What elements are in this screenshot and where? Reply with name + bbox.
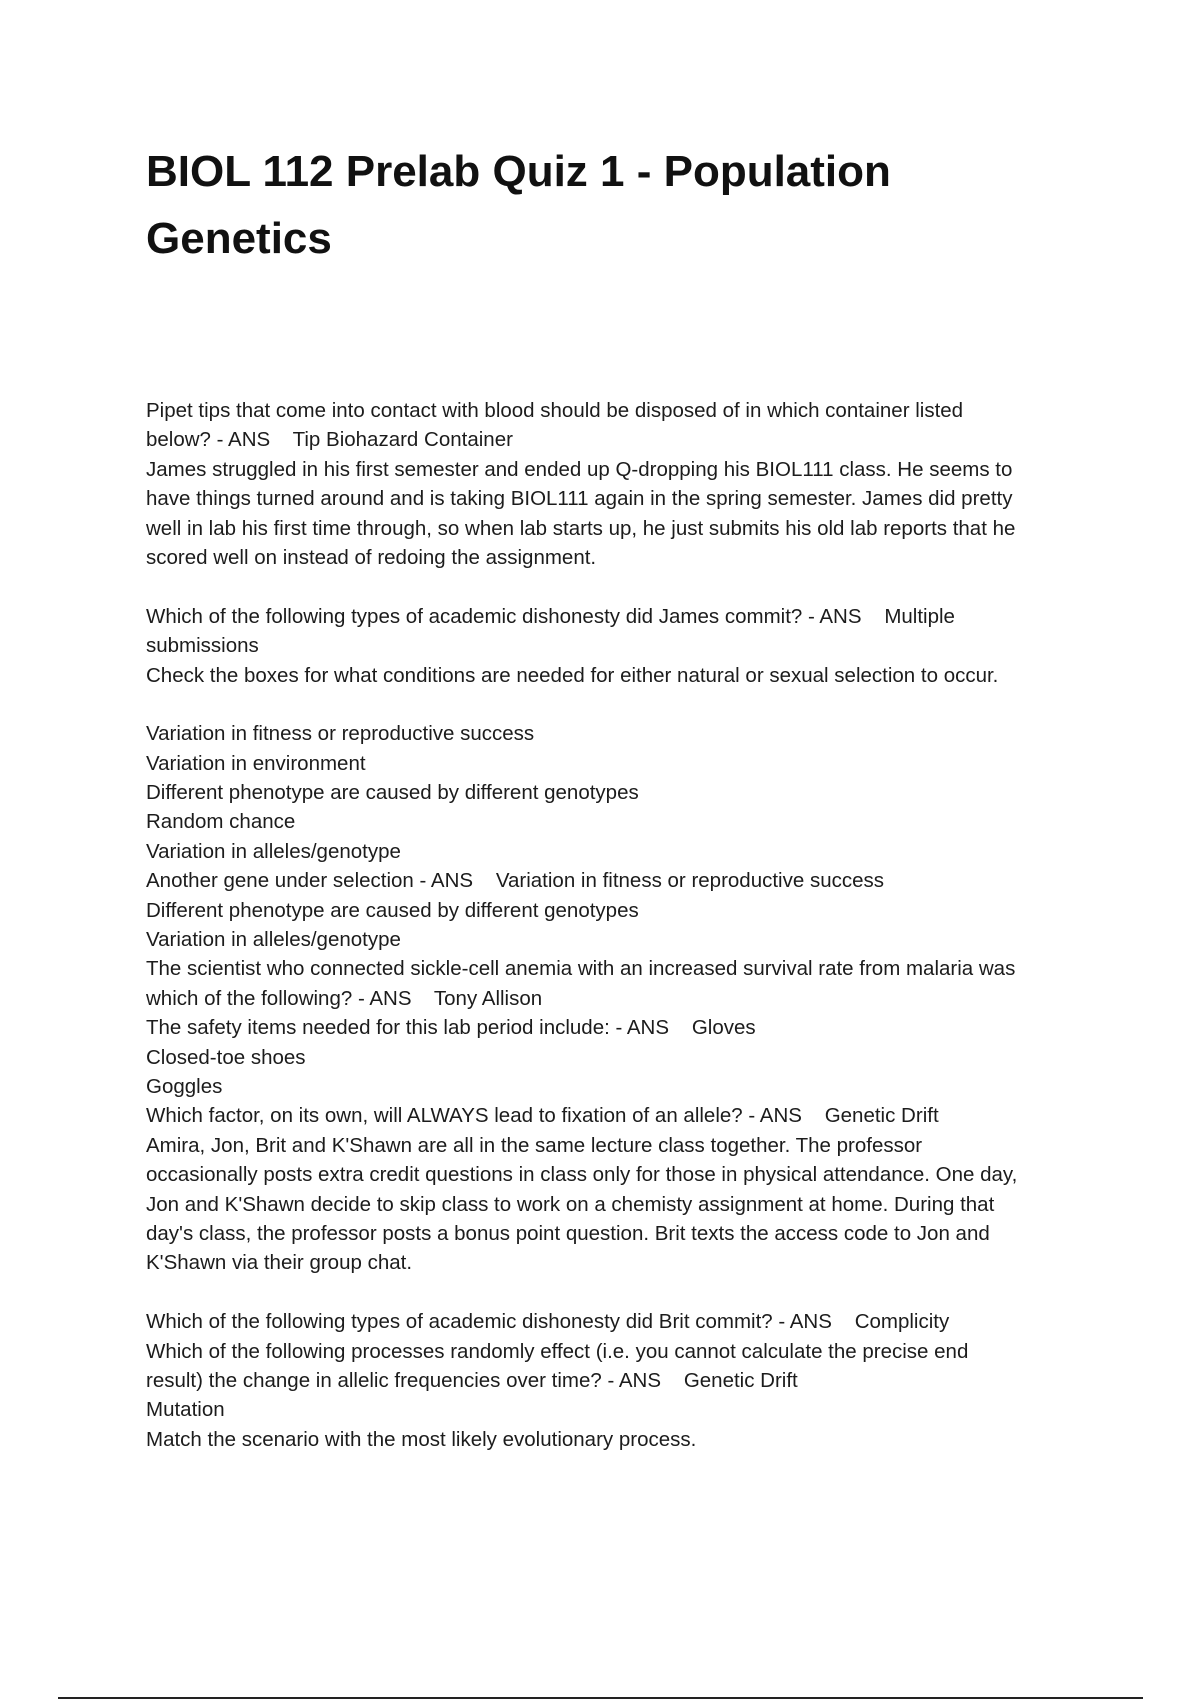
document-title-line-2: Genetics	[146, 214, 332, 263]
body-line: Check the boxes for what conditions are needed for either natural or sexual selection to occur.	[146, 663, 999, 687]
body-line: The scientist who connected sickle-cell anemia with an increased survival rate from malaria was	[146, 957, 1016, 981]
body-line: occasionally posts extra credit questions in class only for those in physical attendance. One day,	[146, 1163, 1018, 1187]
body-line: Which of the following types of academic dishonesty did Brit commit? - ANS Complicity	[146, 1310, 950, 1334]
body-line: Random chance	[146, 810, 296, 834]
page-bottom-rule	[58, 1697, 1143, 1699]
body-line: submissions	[146, 634, 259, 658]
body-line: below? - ANS Tip Biohazard Container	[146, 428, 513, 452]
body-line: Different phenotype are caused by different genotypes	[146, 781, 639, 805]
body-line: well in lab his first time through, so when lab starts up, he just submits his old lab reports that he	[146, 516, 1016, 540]
body-line: Which of the following types of academic dishonesty did James commit? - ANS Multiple	[146, 604, 955, 628]
body-line: Mutation	[146, 1398, 225, 1422]
blank-line	[146, 1278, 1106, 1307]
body-line: K'Shawn via their group chat.	[146, 1251, 413, 1275]
body-line: scored well on instead of redoing the assignment.	[146, 545, 597, 569]
body-line: The safety items needed for this lab period include: - ANS Gloves	[146, 1016, 756, 1040]
body-line: Different phenotype are caused by different genotypes	[146, 898, 639, 922]
body-line: Which factor, on its own, will ALWAYS lead to fixation of an allele? - ANS Genetic Drift	[146, 1104, 939, 1128]
body-line: Variation in fitness or reproductive success	[146, 722, 535, 746]
document-body	[146, 396, 1106, 1454]
document-title	[146, 138, 1046, 272]
body-line: Pipet tips that come into contact with blood should be disposed of in which container listed	[146, 399, 964, 422]
body-line: Closed-toe shoes	[146, 1045, 306, 1069]
body-line: result) the change in allelic frequencies over time? - ANS Genetic Drift	[146, 1368, 798, 1392]
body-line: Jon and K'Shawn decide to skip class to work on a chemisty assignment at home. During that	[146, 1192, 995, 1216]
body-line: day's class, the professor posts a bonus point question. Brit texts the access code to Jon and	[146, 1221, 990, 1245]
body-line: Match the scenario with the most likely evolutionary process.	[146, 1427, 697, 1451]
body-line: Goggles	[146, 1074, 223, 1098]
body-line: James struggled in his first semester and ended up Q-dropping his BIOL111 class. He seems to	[146, 457, 1013, 481]
document-title-line-1: BIOL 112 Prelab Quiz 1 - Population	[146, 147, 891, 196]
body-line: Another gene under selection - ANS Variation in fitness or reproductive success	[146, 869, 885, 893]
blank-line	[146, 690, 1106, 719]
body-line: Amira, Jon, Brit and K'Shawn are all in the same lecture class together. The professor	[146, 1133, 923, 1157]
body-line: Variation in environment	[146, 751, 366, 775]
body-line: Variation in alleles/genotype	[146, 928, 401, 952]
body-line: Variation in alleles/genotype	[146, 839, 401, 863]
body-line: Which of the following processes randomly effect (i.e. you cannot calculate the precise end	[146, 1339, 969, 1363]
body-line: have things turned around and is taking BIOL111 again in the spring semester. James did pretty	[146, 487, 1013, 511]
blank-line	[146, 572, 1106, 601]
body-line: which of the following? - ANS Tony Allison	[146, 986, 543, 1010]
